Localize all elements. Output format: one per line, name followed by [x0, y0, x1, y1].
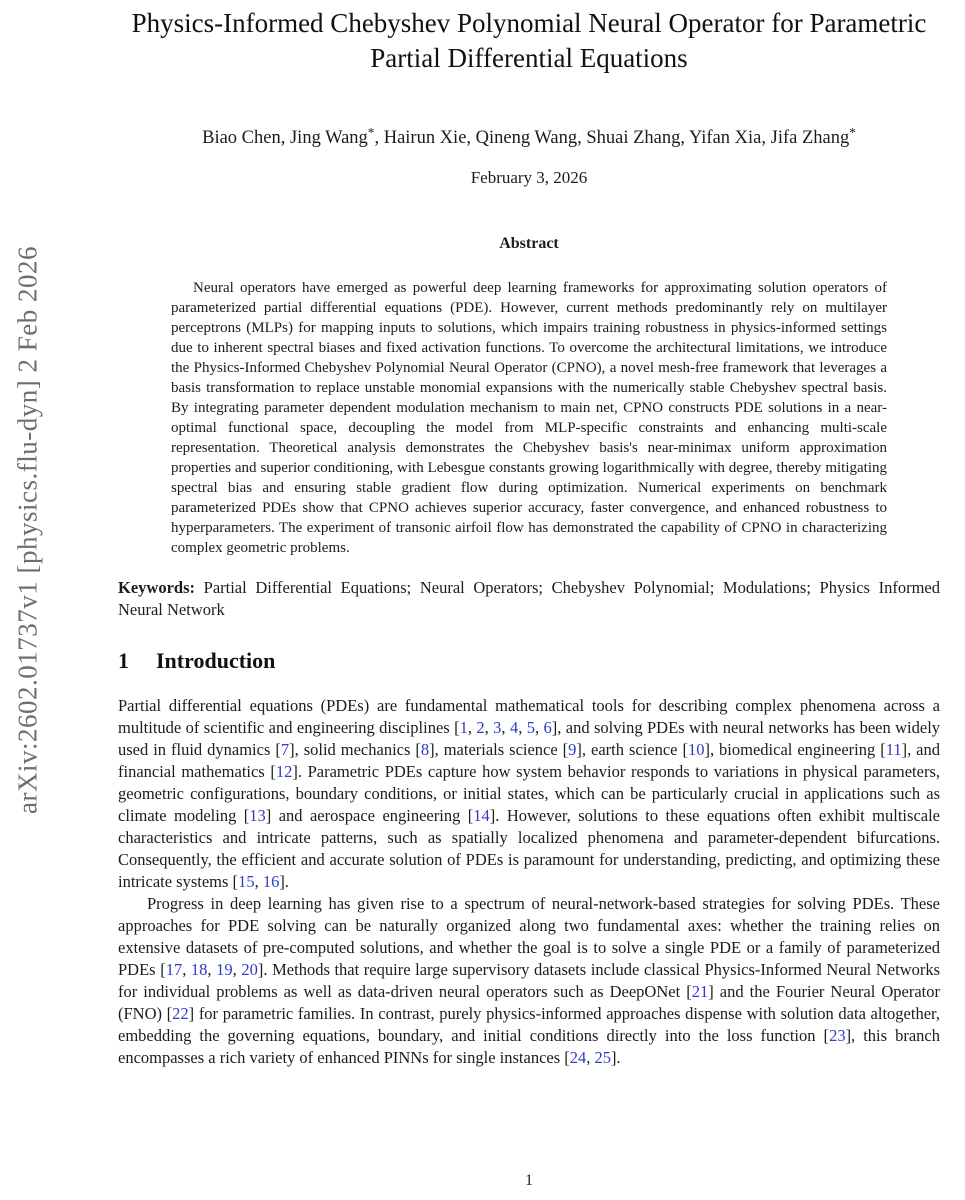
citation-link[interactable]: 16	[262, 872, 280, 891]
citation-link[interactable]: 9	[568, 740, 577, 759]
citation-link[interactable]: 21	[691, 982, 709, 1001]
citation-link[interactable]: 20	[241, 960, 258, 979]
citation-link[interactable]: 7	[280, 740, 290, 759]
citation-link[interactable]: 11	[885, 740, 902, 759]
citation-link[interactable]: 24	[569, 1048, 587, 1067]
citation-link[interactable]: 15	[238, 872, 255, 891]
abstract-heading: Abstract	[499, 235, 559, 252]
citation-link[interactable]: 14	[473, 806, 490, 825]
citation-link[interactable]: 8	[420, 740, 430, 759]
citation-link[interactable]: 6	[543, 718, 552, 737]
citation-link[interactable]: 10	[687, 740, 705, 759]
section-heading-introduction	[118, 648, 940, 674]
citation-link[interactable]: 4	[509, 718, 519, 737]
citation-link[interactable]: 13	[249, 806, 266, 825]
citation-link[interactable]: 5	[526, 718, 535, 737]
intro-paragraph-2: Progress in deep learning has given rise to a spectrum of neural-network-based strategies for solving PDEs. These approaches for PDE solving can be naturally organized along two fundamental axes: whether the training relies on extensive datasets of pre-computed solutions, and whether the goal is to solve a single PDE or a family of parameterized PDEs [17, 18, 19, 20]. Methods that require large supervisory datasets include classical Physics-Informed Neural Networks for individual problems as well as data-driven neural operators such as DeepONet [21] and the Fourier Neural Operator (FNO) [22] for parametric families. In contrast, purely physics-informed approaches dispense with solution data altogether, embedding the governing equations, boundary, and initial conditions directly into the loss function [23], this branch encompasses a rich variety of enhanced PINNs for single instances [24, 25].	[118, 894, 941, 1067]
keywords-label: Keywords:	[118, 578, 195, 597]
keywords-text: Partial Differential Equations; Neural Operators; Chebyshev Polynomial; Modulations; Physics Informed Neural Network	[118, 578, 941, 619]
arxiv-watermark: arXiv:2602.01737v1 [physics.flu-dyn] 2 Feb 2026	[12, 246, 43, 814]
section-title: Introduction	[156, 648, 276, 673]
keywords-block	[118, 577, 940, 621]
intro-paragraph-1: Partial differential equations (PDEs) are fundamental mathematical tools for describing complex phenomena across a multitude of scientific and engineering disciplines [1, 2, 3, 4, 5, 6], and solving PDEs with neural networks has been widely used in fluid dynamics [7], solid mechanics [8], materials science [9], earth science [10], biomedical engineering [11], and financial mathematics [12]. Parametric PDEs capture how system behavior responds to variations in physical parameters, geometric configurations, boundary conditions, or initial states, which can be particularly crucial in applications such as climate modeling [13] and aerospace engineering [14]. However, solutions to these equations often exhibit multiscale characteristics and intricate patterns, such as spatially localized phenomena and parameter-dependent bifurcations. Consequently, the efficient and accurate solution of PDEs is paramount for understanding, predicting, and optimizing these intricate systems [15, 16].	[118, 696, 941, 891]
citation-link[interactable]: 22	[172, 1004, 189, 1023]
author-line: Biao Chen, Jing Wang*, Hairun Xie, Qineng Wang, Shuai Zhang, Yifan Xia, Jifa Zhang*	[202, 125, 856, 148]
citation-link[interactable]: 18	[190, 960, 208, 979]
citation-link[interactable]: 23	[829, 1026, 846, 1045]
citation-link[interactable]: 19	[216, 960, 233, 979]
page-number: 1	[525, 1172, 533, 1189]
date-line: February 3, 2026	[470, 168, 588, 187]
citation-link[interactable]: 2	[476, 718, 485, 737]
citation-link[interactable]: 3	[493, 718, 502, 737]
paper-title: Physics-Informed Chebyshev Polynomial Neural Operator for Parametric Partial Differential Equations	[131, 8, 927, 73]
citation-link[interactable]: 12	[275, 762, 293, 781]
citation-link[interactable]: 25	[594, 1048, 612, 1067]
paper-content	[118, 0, 940, 1200]
citation-link[interactable]: 17	[165, 960, 183, 979]
abstract-text: Neural operators have emerged as powerful deep learning frameworks for approximating solution operators of parameterized partial differential equations (PDE). However, current methods predominantly rely on multilayer perceptrons (MLPs) for mapping inputs to solutions, which impairs training robustness in physics-informed settings due to inherent spectral biases and fixed activation functions. To overcome the architectural limitations, we introduce the Physics-Informed Chebyshev Polynomial Neural Operator (CPNO), a novel mesh-free framework that leverages a basis transformation to replace unstable monomial expansions with the numerically stable Chebyshev spectral basis. By integrating parameter dependent modulation mechanism to main net, CPNO constructs PDE solutions in a near-optimal functional space, decoupling the model from MLP-specific constraints and enhancing multi-scale representation. Theoretical analysis demonstrates the Chebyshev basis's near-minimax uniform approximation properties and superior conditioning, with Lebesgue constants growing logarithmically with degree, thereby mitigating spectral bias and ensuring stable gradient flow during optimization. Numerical experiments on benchmark parameterized PDEs show that CPNO achieves superior accuracy, faster convergence, and enhanced robustness to hyperparameters. The experiment of transonic airfoil flow has demonstrated the capability of CPNO in characterizing complex geometric problems.	[171, 280, 887, 556]
citation-link[interactable]: 1	[459, 718, 468, 737]
section-number: 1	[118, 648, 129, 673]
author-footnote-asterisk: *	[367, 125, 375, 141]
author-footnote-asterisk: *	[849, 125, 856, 141]
